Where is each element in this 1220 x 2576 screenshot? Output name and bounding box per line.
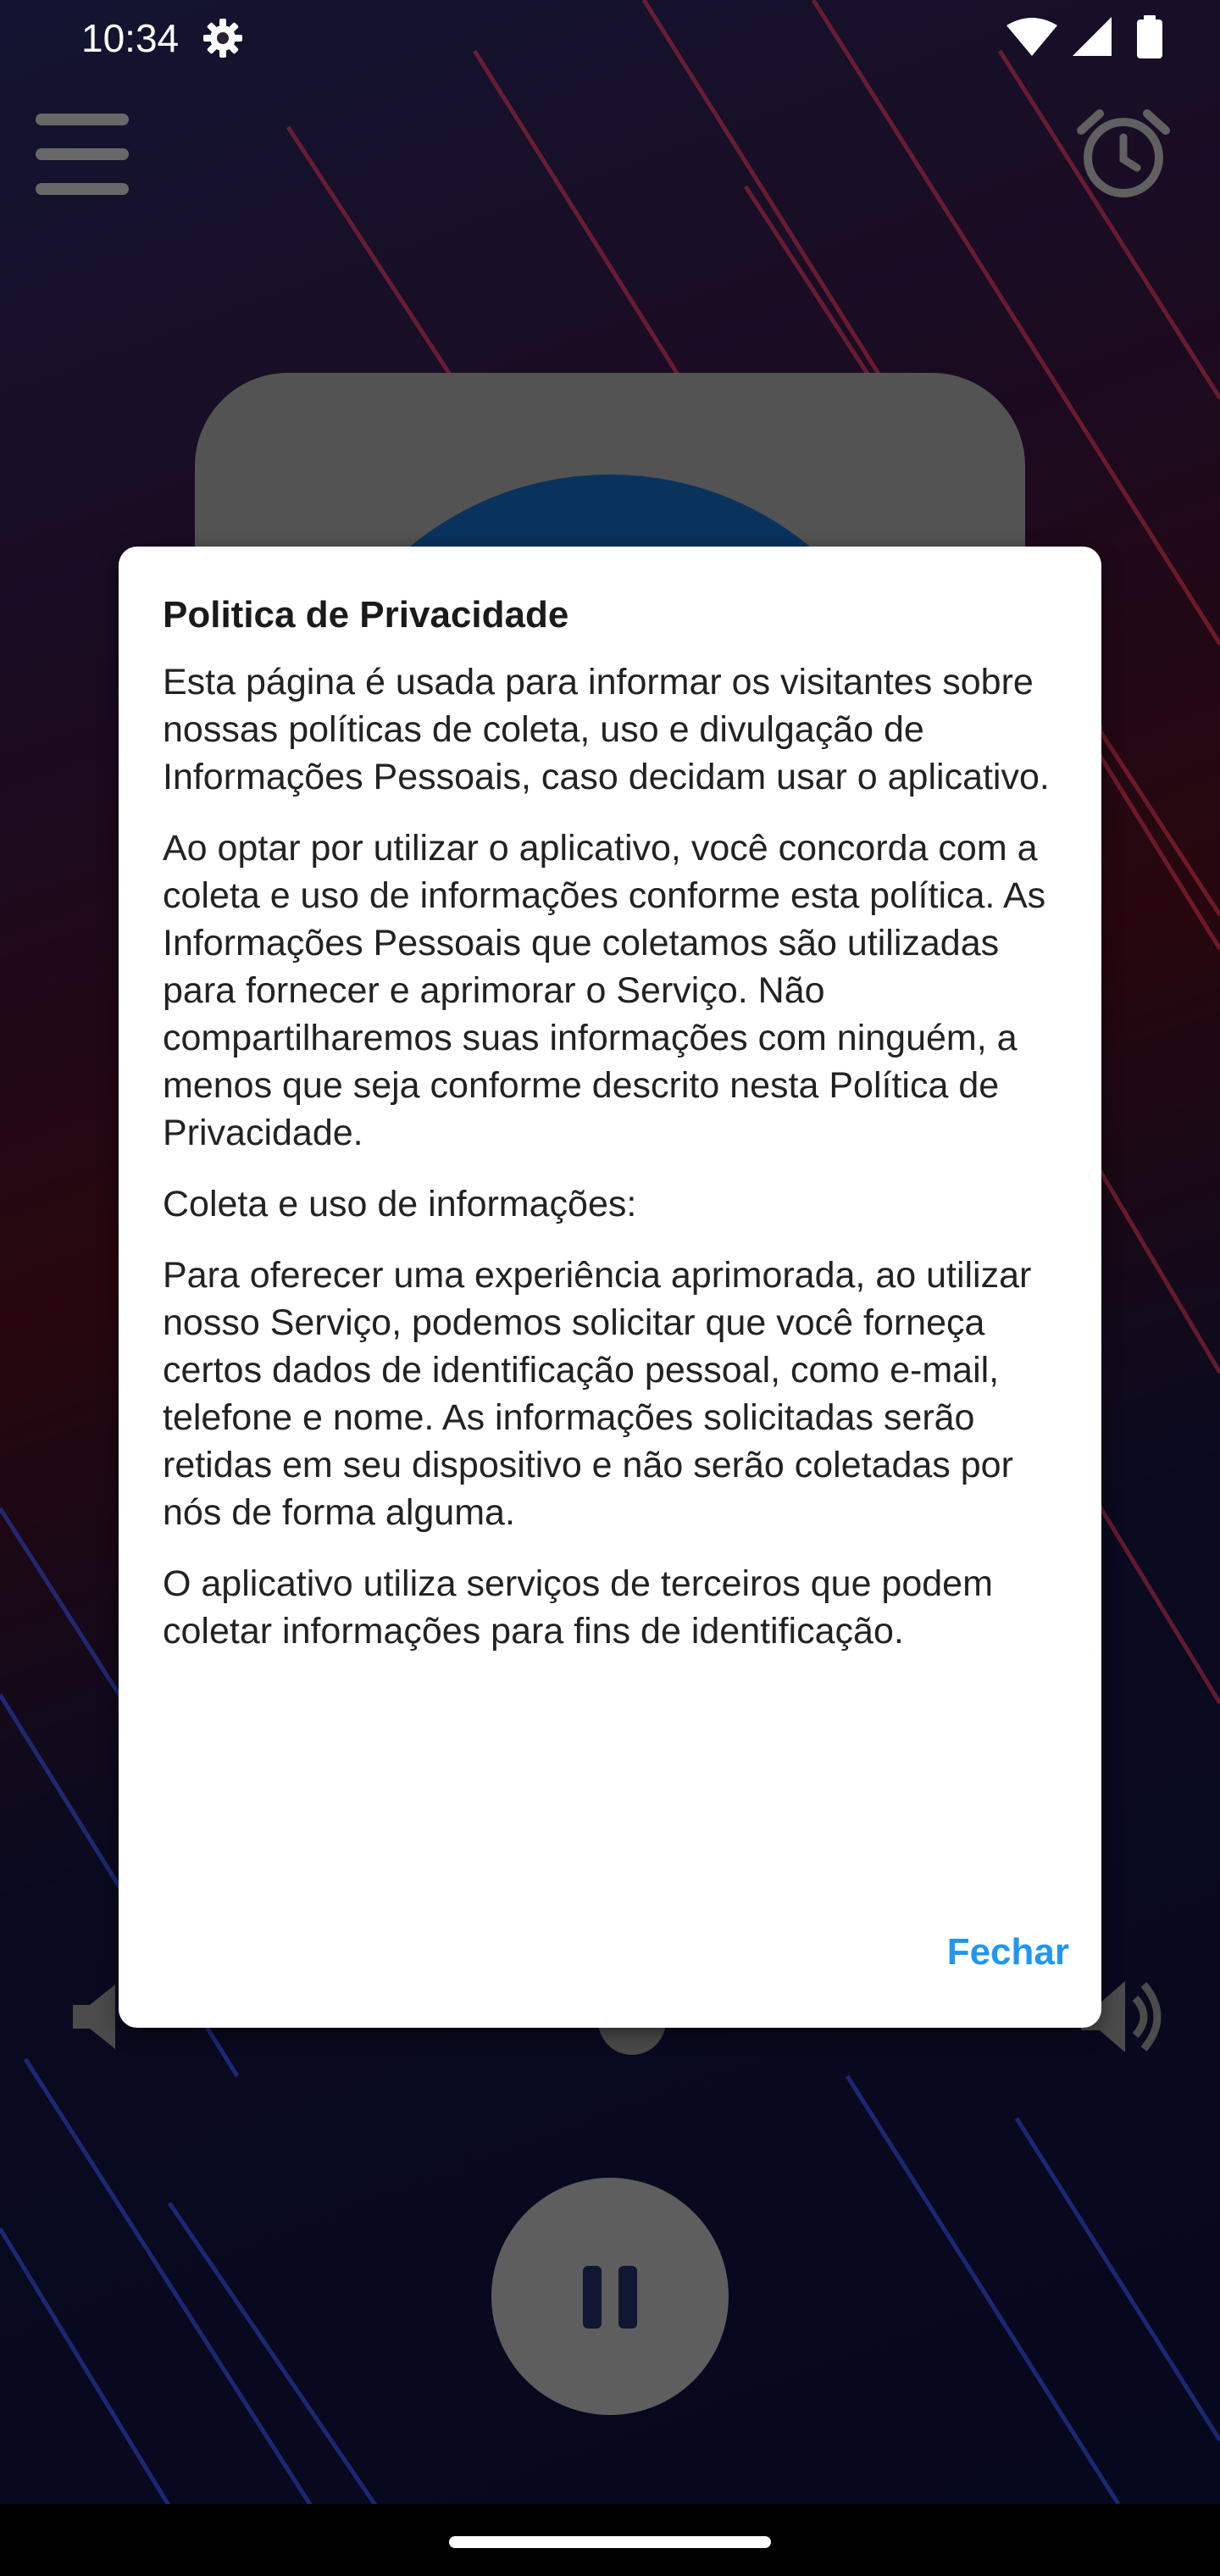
wifi-icon [1006,18,1057,56]
privacy-policy-dialog [119,547,1101,2028]
settings-gear-icon [202,17,244,59]
policy-paragraph: Ao optar por utilizar o aplicativo, você concorda com a coleta e uso de informações conforme esta política. As Informações Pessoais que coletamos são utilizadas para fornecer e aprimorar o Serviço. Não compartilharemos suas informações com ninguém, a menos que seja conforme descrito nesta Política de Privacidade. [163,828,1046,1153]
policy-paragraph: Para oferecer uma experiência aprimorada, ao utilizar nosso Serviço, podemos solicitar que você forneça certos dados de identificação pessoal, como e-mail, telefone e nome. As informações solicitadas serão retidas em seu dispositivo e não serão coletadas por nós de forma alguma. [163,1255,1032,1533]
status-icons [1000,15,1186,59]
signal-icon [1073,17,1112,56]
policy-section-heading: Coleta e uso de informações: [163,1184,637,1224]
home-gesture-handle[interactable] [449,2536,771,2548]
dialog-scroll-content[interactable] [163,658,1078,1652]
close-button[interactable]: Fechar [947,1923,1069,1982]
status-bar [0,0,1220,73]
policy-paragraph: O aplicativo utiliza serviços de terceiros que podem coletar informações para fins de identificação. [163,1563,993,1652]
navigation-bar [0,2504,1220,2576]
battery-icon [1137,15,1162,58]
status-time: 10:34 [81,16,180,60]
dialog-actions [947,1923,1069,1982]
dialog-title: Politica de Privacidade [163,594,569,636]
policy-paragraph: Esta página é usada para informar os visitantes sobre nossas políticas de coleta, uso e divulgação de Informações Pessoais, caso decidam usar o aplicativo. [163,662,1050,797]
